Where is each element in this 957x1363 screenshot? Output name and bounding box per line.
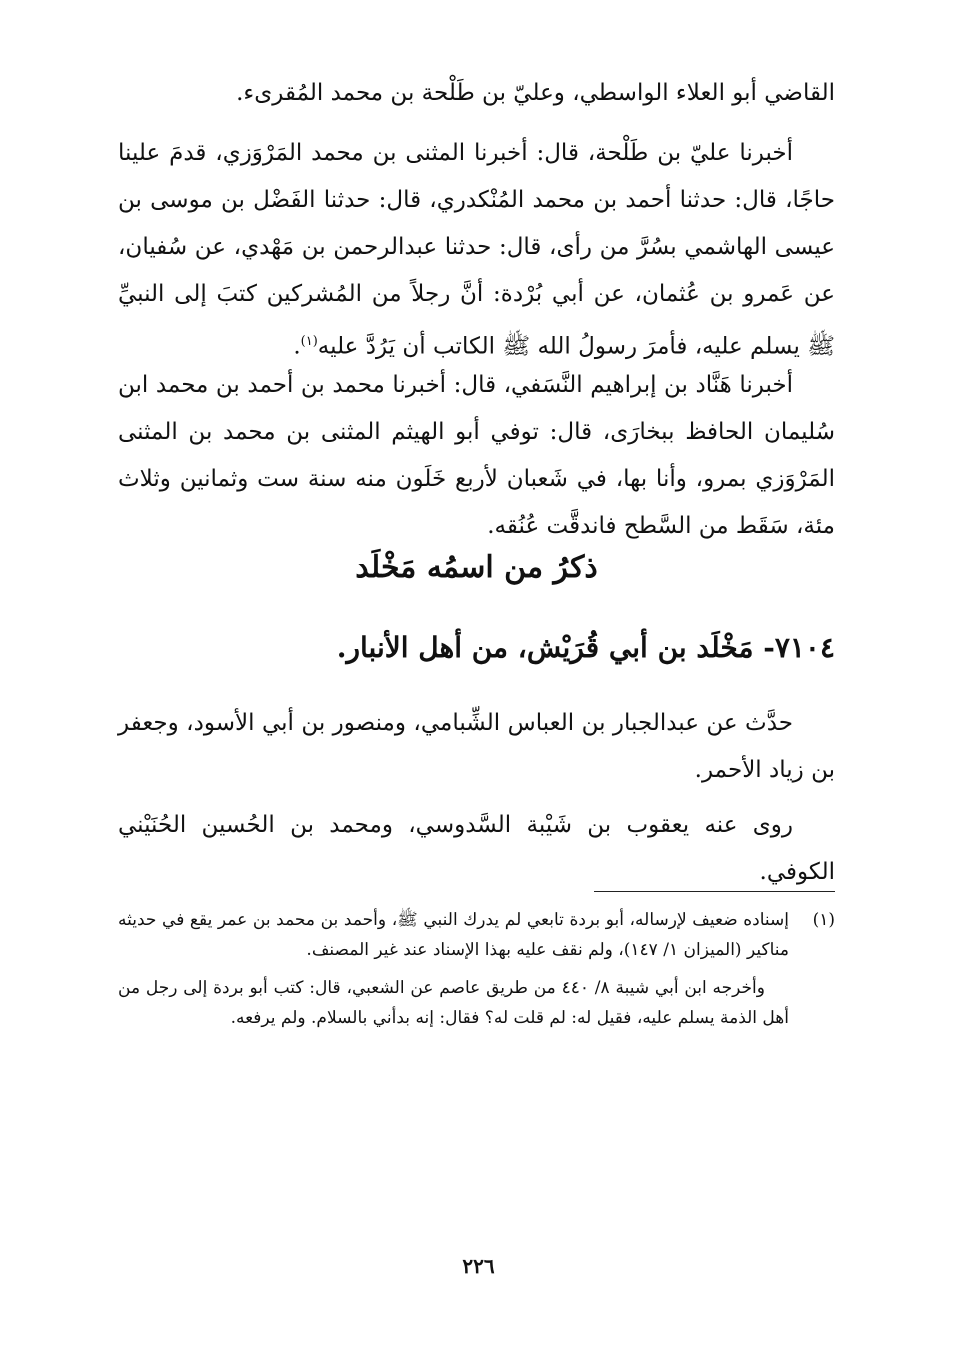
paragraph-text: روى عنه يعقوب بن شَيْبة السَّدوسي، ومحمد بن الحُسين الحُنَيْني الكوفي. [118,812,835,885]
footnote-reference[interactable]: (١) [300,334,318,349]
footnote-text: وأخرجه ابن أبي شيبة ٨/ ٤٤٠ من طريق عاصم عن الشعبي، قال: كتب أبو بردة إلى رجل من أهل الذمة يسلم عليه، فقيل له: لم قلت له؟ فقال: إنه بدأني بالسلام. ولم يرفعه. [118,978,789,1028]
paragraph-narrated-from [118,700,835,794]
paragraph-text: حدَّث عن عبدالجبار بن العباس الشِّبامي، ومنصور بن أبي الأسود، وجعفر بن زياد الأحمر. [118,710,835,783]
page-number: ٢٢٦ [462,1254,495,1278]
footnote-1 [118,905,835,965]
paragraph-text: أخبرنا عليّ بن طَلْحة، قال: أخبرنا المثنى بن محمد المَرْوَزي، قدمَ علينا حاجًا، قال: حدثنا أحمد بن محمد المُنْكدري، قال: حدثنا الفَضْل بن موسى بن عيسى الهاشمي بسُرَّ من رأى، قال: حدثنا عبدالرحمن بن مَهْدي، عن سُفيان، عن عَمرو بن عُثمان، عن أبي بُرْدة: أنَّ رجلاً من المُشركين كتبَ إلى النبيِّ ﷺ يسلم عليه، فأمرَ رسولُ الله ﷺ الكاتب أن يَرُدَّ عليه [118,140,835,360]
paragraph-narration-1 [118,130,835,371]
paragraph-text: أخبرنا هَنَّاد بن إبراهيم النَّسَفي، قال: أخبرنا محمد بن أحمد بن محمد ابن سُليمان الحافظ ببخارَى، قال: توفي أبو الهيثم المثنى بن محمد بن المثنى المَرْوَزي بمرو، وأنا بها، في شَعبان لأربع خَلَون منه سنة ست وثمانين وثلاث مئة، سَقَط من السَّطح فاندقَّت عُنُقه. [118,372,835,539]
paragraph-narrated-by [118,802,835,896]
paragraph-body: أخبرنا عليّ بن طَلْحة، قال: أخبرنا المثنى بن محمد المَرْوَزي، قدمَ علينا حاجًا، قال: حدثنا أحمد بن محمد المُنْكدري، قال: حدثنا الفَضْل بن موسى بن عيسى الهاشمي بسُرَّ من رأى، قال: حدثنا عبدالرحمن بن مَهْدي، عن سُفيان، عن عَمرو بن عُثمان، عن أبي بُرْدة: أنَّ رجلاً من المُشركين كتبَ إلى النبيِّ ﷺ يسلم عليه، فأمرَ رسولُ الله ﷺ الكاتب أن يَرُدَّ عليه$^{(١)}$. [118,140,835,360]
paragraph-text: القاضي أبو العلاء الواسطي، وعليّ بن طَلْحة بن محمد المُقرىء. [236,80,835,106]
footnote-number: (١) [812,910,835,930]
paragraph-continuation [118,70,835,117]
footnote-text: إسناده ضعيف لإرساله، أبو بردة تابعي لم يدرك النبي ﷺ، وأحمد بن محمد بن عمر يقع في حديثه مناكير (الميزان ١/ ١٤٧)، ولم نقف عليه بهذا الإسناد عند غير المصنف. [118,910,789,960]
entry-heading: ٧١٠٤- مَخْلَد بن أبي قُرَيْش، من أهل الأنبار. [336,631,835,664]
section-heading: ذكرُ من اسمُه مَخْلَد [355,550,598,585]
footnotes [118,905,835,1033]
footnote-1-continuation [118,973,835,1033]
footnote-divider [594,891,835,892]
paragraph-narration-2 [118,362,835,550]
